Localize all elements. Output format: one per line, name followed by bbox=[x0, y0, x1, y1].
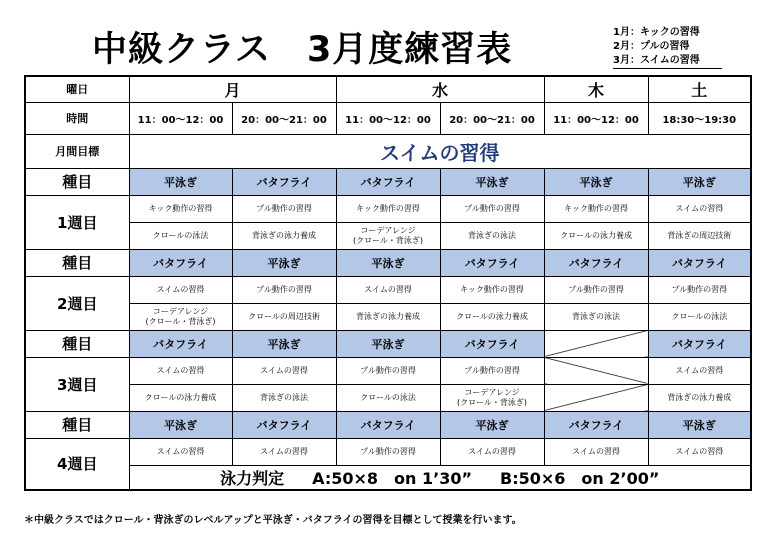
event-cell: バタフライ bbox=[129, 330, 232, 357]
event-label: 種目 bbox=[25, 168, 129, 195]
practice-cell: プル動作の習得 bbox=[232, 276, 336, 303]
event-row bbox=[25, 330, 751, 357]
practice-cell: クロールの泳力養成 bbox=[129, 384, 232, 411]
week-row bbox=[25, 357, 751, 384]
event-cell: 平泳ぎ bbox=[232, 330, 336, 357]
event-cell: バタフライ bbox=[648, 249, 751, 276]
event-cell: バタフライ bbox=[336, 411, 440, 438]
judgement-row bbox=[25, 465, 751, 490]
time-slot: 18:30～19:30 bbox=[648, 102, 751, 134]
practice-cell: プル動作の習得 bbox=[440, 357, 544, 384]
event-cell: バタフライ bbox=[648, 330, 751, 357]
legend-item: 2月：プルの習得 bbox=[613, 41, 690, 52]
event-cell: 平泳ぎ bbox=[129, 168, 232, 195]
swim-test-label: 泳力判定 bbox=[220, 468, 285, 488]
week-label: 3週目 bbox=[25, 357, 129, 411]
time-row bbox=[25, 102, 751, 134]
day-header-mon: 月 bbox=[129, 76, 336, 102]
practice-cell: クロールの周辺技術 bbox=[232, 303, 336, 330]
week-label: 2週目 bbox=[25, 276, 129, 330]
practice-cell: 背泳ぎの泳力養成 bbox=[232, 222, 336, 249]
practice-cell: スイムの習得 bbox=[232, 357, 336, 384]
event-cell: バタフライ bbox=[544, 411, 648, 438]
day-header-row bbox=[25, 76, 751, 102]
practice-cell: スイムの習得 bbox=[129, 438, 232, 465]
event-label: 種目 bbox=[25, 249, 129, 276]
event-cell: 平泳ぎ bbox=[648, 411, 751, 438]
event-cell: 平泳ぎ bbox=[544, 168, 648, 195]
week-label: 1週目 bbox=[25, 195, 129, 249]
swim-test-a: A:50×8 on 1’30” bbox=[312, 468, 473, 488]
event-cell: バタフライ bbox=[232, 411, 336, 438]
event-cell: バタフライ bbox=[440, 249, 544, 276]
practice-cell: 背泳ぎの泳力養成 bbox=[648, 384, 751, 411]
legend-item: 1月：キックの習得 bbox=[613, 27, 700, 38]
event-cell: 平泳ぎ bbox=[232, 249, 336, 276]
practice-cell: プル動作の習得 bbox=[648, 276, 751, 303]
monthly-goal: スイムの習得 bbox=[129, 134, 751, 168]
monthly-goal-label: 月間目標 bbox=[25, 134, 129, 168]
event-cell: 平泳ぎ bbox=[648, 168, 751, 195]
footnote: ＊中級クラスではクロール・背泳ぎのレベルアップと平泳ぎ・バタフライの習得を目標として授業を行います。 bbox=[24, 515, 522, 526]
day-header-thu: 木 bbox=[544, 76, 648, 102]
week-label: 4週目 bbox=[25, 438, 129, 490]
time-label: 時間 bbox=[25, 102, 129, 134]
schedule-table bbox=[24, 75, 752, 491]
week-row bbox=[25, 303, 751, 330]
practice-cell: スイムの習得 bbox=[232, 438, 336, 465]
practice-cell: スイムの習得 bbox=[129, 276, 232, 303]
practice-cell: キック動作の習得 bbox=[440, 276, 544, 303]
event-cell: 平泳ぎ bbox=[440, 411, 544, 438]
time-slot: 20：00～21：00 bbox=[440, 102, 544, 134]
practice-cell: スイムの習得 bbox=[440, 438, 544, 465]
practice-cell: スイムの習得 bbox=[648, 438, 751, 465]
practice-cell: キック動作の習得 bbox=[544, 195, 648, 222]
empty-cell bbox=[544, 384, 648, 411]
legend-item: 3月：スイムの習得 bbox=[613, 54, 722, 69]
time-slot: 11：00～12：00 bbox=[544, 102, 648, 134]
empty-cell bbox=[544, 330, 648, 357]
week-row bbox=[25, 195, 751, 222]
event-cell: バタフライ bbox=[544, 249, 648, 276]
event-row bbox=[25, 168, 751, 195]
practice-cell: コーデアレンジ (クロール・背泳ぎ) bbox=[336, 222, 440, 249]
event-cell: バタフライ bbox=[440, 330, 544, 357]
practice-cell: スイムの習得 bbox=[648, 195, 751, 222]
practice-cell: クロールの泳法 bbox=[336, 384, 440, 411]
event-cell: 平泳ぎ bbox=[129, 411, 232, 438]
practice-cell: スイムの習得 bbox=[129, 357, 232, 384]
practice-cell: クロールの泳法 bbox=[129, 222, 232, 249]
practice-cell: クロールの泳法 bbox=[648, 303, 751, 330]
event-cell: 平泳ぎ bbox=[440, 168, 544, 195]
practice-cell: プル動作の習得 bbox=[336, 438, 440, 465]
page-title: 中級クラス 3月度練習表 bbox=[92, 30, 513, 70]
event-cell: バタフライ bbox=[336, 168, 440, 195]
week-row bbox=[25, 384, 751, 411]
day-header-sat: 土 bbox=[648, 76, 751, 102]
practice-cell: スイムの習得 bbox=[336, 276, 440, 303]
practice-cell: スイムの習得 bbox=[648, 357, 751, 384]
event-cell: バタフライ bbox=[129, 249, 232, 276]
practice-cell: プル動作の習得 bbox=[544, 276, 648, 303]
practice-cell: プル動作の習得 bbox=[336, 357, 440, 384]
practice-cell: クロールの泳力養成 bbox=[440, 303, 544, 330]
practice-cell: コーデアレンジ (クロール・背泳ぎ) bbox=[129, 303, 232, 330]
practice-cell: キック動作の習得 bbox=[129, 195, 232, 222]
event-row bbox=[25, 249, 751, 276]
event-cell: 平泳ぎ bbox=[336, 330, 440, 357]
week-row bbox=[25, 222, 751, 249]
time-slot: 20：00～21：00 bbox=[232, 102, 336, 134]
practice-cell: クロールの泳力養成 bbox=[544, 222, 648, 249]
event-label: 種目 bbox=[25, 411, 129, 438]
event-label: 種目 bbox=[25, 330, 129, 357]
time-slot: 11：00～12：00 bbox=[336, 102, 440, 134]
monthly-goal-legend bbox=[613, 26, 722, 69]
event-cell: 平泳ぎ bbox=[336, 249, 440, 276]
event-cell: バタフライ bbox=[232, 168, 336, 195]
swim-test-b: B:50×6 on 2’00” bbox=[500, 468, 660, 488]
goal-row bbox=[25, 134, 751, 168]
practice-cell: コーデアレンジ (クロール・背泳ぎ) bbox=[440, 384, 544, 411]
practice-cell: 背泳ぎの周辺技術 bbox=[648, 222, 751, 249]
practice-cell: 背泳ぎの泳法 bbox=[232, 384, 336, 411]
practice-cell: スイムの習得 bbox=[544, 438, 648, 465]
practice-cell: プル動作の習得 bbox=[440, 195, 544, 222]
practice-cell: キック動作の習得 bbox=[336, 195, 440, 222]
week-row bbox=[25, 276, 751, 303]
week-row bbox=[25, 438, 751, 465]
empty-cell bbox=[544, 357, 648, 384]
weekday-label: 曜日 bbox=[25, 76, 129, 102]
time-slot: 11：00～12：00 bbox=[129, 102, 232, 134]
swim-test bbox=[129, 465, 751, 490]
practice-cell: プル動作の習得 bbox=[232, 195, 336, 222]
event-row bbox=[25, 411, 751, 438]
practice-cell: 背泳ぎの泳法 bbox=[544, 303, 648, 330]
practice-cell: 背泳ぎの泳力養成 bbox=[336, 303, 440, 330]
practice-cell: 背泳ぎの泳法 bbox=[440, 222, 544, 249]
day-header-wed: 水 bbox=[336, 76, 544, 102]
